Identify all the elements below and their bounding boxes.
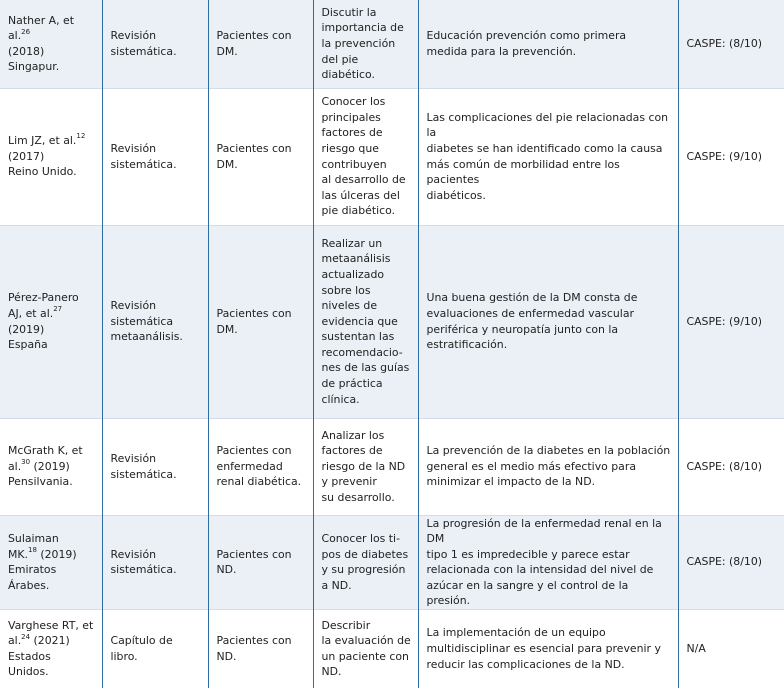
quality-cell: N/A	[678, 610, 784, 688]
objective-cell: Realizar un metaanálisis actualizado sobre los niveles de evidencia que sustentan las recomendacio- nes de las guías de práctica clínica.	[313, 225, 418, 418]
results-cell: La progresión de la enfermedad renal en la DM tipo 1 es impredecible y parece estar relacionada con la intensidad del nivel de azúcar en la sangre y el control de la presión.	[418, 515, 678, 610]
objective-cell: Discutir la importancia de la prevención del pie diabético.	[313, 0, 418, 88]
author-cell: McGrath K, et al.$^{30}$ (2019) Pensilvania.	[8, 444, 83, 489]
study-type-cell: Revisión sistemática.	[102, 0, 208, 88]
results-cell: Las complicaciones del pie relacionadas con la diabetes se han identificado como la causa más común de morbilidad entre los pacientes diabéticos.	[418, 88, 678, 225]
table-row	[0, 0, 784, 88]
table-row	[0, 515, 784, 610]
population-cell: Pacientes con ND.	[208, 610, 313, 688]
results-cell: La implementación de un equipo multidisciplinar es esencial para prevenir y reducir las complicaciones de la ND.	[418, 610, 678, 688]
results-cell: Una buena gestión de la DM consta de evaluaciones de enfermedad vascular periférica y neuropatía junto con la estratificación.	[418, 225, 678, 418]
author-cell: Lim JZ, et al.$^{12}$ (2017) Reino Unido.	[8, 132, 86, 179]
author-cell: Pérez-Panero AJ, et al.$^{27}$ (2019) España	[0, 225, 102, 418]
population-cell: Pacientes con DM.	[208, 88, 313, 225]
quality-cell: CASPE: (9/10)	[678, 225, 784, 418]
table-row	[0, 610, 784, 688]
study-type-cell: Revisión sistemática.	[102, 515, 208, 610]
author-cell: Nather A, et al.$^{26}$ (2018) Singapur.	[0, 0, 102, 88]
quality-cell: CASPE: (8/10)	[678, 418, 784, 515]
population-cell: Pacientes con enfermedad renal diabética.	[208, 418, 313, 515]
study-type-cell: Revisión sistemática.	[102, 88, 208, 225]
quality-cell: CASPE: (9/10)	[678, 88, 784, 225]
population-cell: Pacientes con DM.	[208, 225, 313, 418]
results-cell: Educación prevención como primera medida para la prevención.	[418, 0, 678, 88]
objective-cell: Describir la evaluación de un paciente con ND.	[313, 610, 418, 688]
results-cell: La prevención de la diabetes en la población general es el medio más efectivo para minimizar el impacto de la ND.	[418, 418, 678, 515]
study-type-cell: Capítulo de libro.	[102, 610, 208, 688]
table-row	[0, 418, 784, 515]
table-row	[0, 88, 784, 225]
quality-cell: CASPE: (8/10)	[678, 515, 784, 610]
objective-cell: Conocer los ti- pos de diabetes y su progresión a ND.	[313, 515, 418, 610]
objective-cell: Conocer los principales factores de riesgo que contribuyen al desarrollo de las úlceras del pie diabético.	[313, 88, 418, 225]
population-cell: Pacientes con DM.	[208, 0, 313, 88]
study-type-cell: Revisión sistemática.	[102, 418, 208, 515]
author-cell: Sulaiman MK.$^{18}$ (2019) Emiratos Árabes.	[0, 515, 102, 610]
author-cell: Varghese RT, et al.$^{24}$ (2021) Estados Unidos.	[8, 618, 94, 679]
population-cell: Pacientes con ND.	[208, 515, 313, 610]
objective-cell: Analizar los factores de riesgo de la ND y prevenir su desarrollo.	[313, 418, 418, 515]
quality-cell: CASPE: (8/10)	[678, 0, 784, 88]
study-type-cell: Revisión sistemática metaanálisis.	[102, 225, 208, 418]
table-row	[0, 225, 784, 418]
